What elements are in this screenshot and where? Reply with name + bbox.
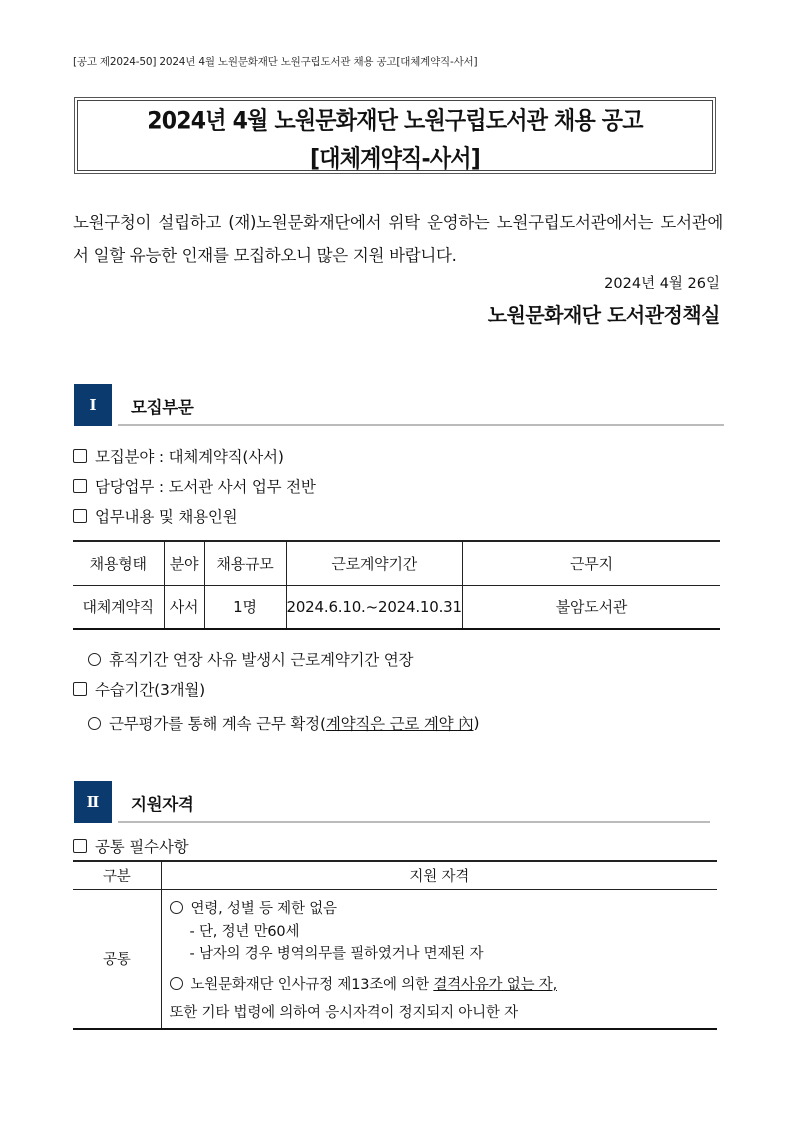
table-header-row [73,861,717,889]
cell-headcount: 1명 [204,585,286,629]
organization-name: 노원문화재단 도서관정책실 [487,303,720,327]
qualification-sub-1: - 단, 정년 만60세 [189,924,300,940]
qualification-text: 노원문화재단 인사규정 제13조에 의한 [190,977,429,993]
cell-qualification [161,889,717,1029]
qualification-sub-2: - 남자의 경우 병역의무를 필하였거나 면제된 자 [189,946,484,962]
qualification-text: 연령, 성별 등 제한 없음 [190,901,337,917]
evaluation-underlined-text: 계약직은 근로 계약 內 [325,715,474,733]
probation-item [73,678,205,700]
header-qualification: 지원 자격 [161,861,717,889]
checkbox-square-icon [73,479,87,493]
table-row [73,585,720,629]
checkbox-square-icon [73,449,87,463]
header-field: 분야 [164,541,204,585]
title-box [74,97,716,174]
header-category: 구분 [73,861,161,889]
table-header-row [73,541,720,585]
qualification-line-3: 또한 기타 법령에 의하여 응시자격이 정지되지 아니한 자 [169,1005,518,1021]
checkbox-square-icon [73,839,87,853]
page-title: 2024년 4월 노원문화재단 노원구립도서관 채용 공고 [147,108,643,136]
qualification-line-2 [170,972,710,996]
table-row [73,889,717,1029]
qualification-line-1 [170,896,710,920]
document-reference-header: [공고 제2024-50] 2024년 4월 노원문화재단 노원구립도서관 채용 공고[대체계약직-사서] [73,56,478,68]
circle-bullet-icon [170,901,183,914]
header-workplace: 근무지 [462,541,720,585]
section-1-number-badge: Ⅰ [74,384,112,426]
headcount-item [73,505,237,527]
section-2-divider [118,821,710,823]
section-2-title: 지원자격 [131,795,194,814]
circle-bullet-icon [170,977,183,990]
evaluation-note [88,712,479,734]
headcount-text: 업무내용 및 채용인원 [95,508,238,526]
circle-bullet-icon [88,653,101,666]
leave-extension-text: 휴직기간 연장 사유 발생시 근로계약기간 연장 [109,651,414,669]
intro-paragraph: 노원구청이 설립하고 (재)노원문화재단에서 위탁 운영하는 노원구립도서관에서는 도서관에서 일할 유능한 인재를 모집하오니 많은 지원 바랍니다. [73,213,723,265]
cell-category: 공통 [73,889,161,1029]
recruitment-table [73,540,720,630]
checkbox-square-icon [73,509,87,523]
section-1-title: 모집부문 [131,398,194,417]
cell-contract-period: 2024.6.10.~2024.10.31 [286,585,462,629]
section-1-divider [118,424,724,426]
header-headcount: 채용규모 [204,541,286,585]
duties-text: 담당업무 : 도서관 사서 업무 전반 [95,478,316,496]
section-2-number-badge: Ⅱ [74,781,112,823]
recruit-field-text: 모집분야 : 대체계약직(사서) [95,448,284,466]
checkbox-square-icon [73,682,87,696]
header-contract-period: 근로계약기간 [286,541,462,585]
cell-field: 사서 [164,585,204,629]
page-subtitle: [대체계약직-사서] [309,146,480,174]
qualification-table [73,860,717,1030]
recruit-field-item [73,445,284,467]
cell-workplace: 불암도서관 [462,585,720,629]
evaluation-suffix: ) [473,714,480,732]
qualification-underlined-text: 결격사유가 없는 자, [433,977,557,993]
probation-text: 수습기간(3개월) [95,681,205,699]
common-requirements-text: 공통 필수사항 [95,838,189,856]
circle-bullet-icon [88,717,101,730]
common-requirements-item [73,835,188,857]
duties-item [73,475,316,497]
header-employment-type: 채용형태 [73,541,164,585]
evaluation-text: 근무평가를 통해 계속 근무 확정( [109,715,326,733]
cell-employment-type: 대체계약직 [73,585,164,629]
announcement-date: 2024년 4월 26일 [604,276,720,292]
leave-extension-note [88,648,413,670]
